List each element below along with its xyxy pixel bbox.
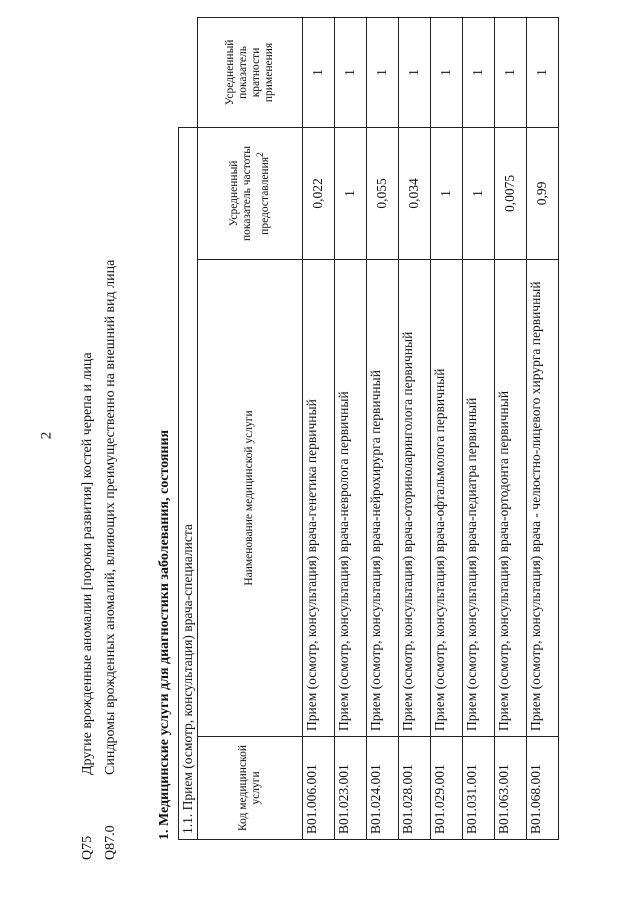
service-name: Прием (осмотр, консультация) врача-педиатра первичный <box>463 260 495 737</box>
service-code: B01.068.001 <box>527 737 559 840</box>
frequency-value: 0,034 <box>399 127 431 259</box>
multiplicity-value: 1 <box>303 17 335 127</box>
table-row <box>335 17 367 839</box>
table-row <box>527 17 559 839</box>
diagnosis-code: Q87.0 <box>103 825 118 860</box>
section-title: 1. Медицинские услуги для диагностики заболевания, состояния <box>157 429 172 840</box>
service-name: Прием (осмотр, консультация) врача - челюстно-лицевого хирурга первичный <box>527 260 559 737</box>
footnote-marker: 2 <box>254 152 266 157</box>
frequency-value: 1 <box>335 127 367 259</box>
frequency-value: 0,055 <box>367 127 399 259</box>
multiplicity-value: 1 <box>463 17 495 127</box>
service-code: B01.006.001 <box>303 737 335 840</box>
table-header-row <box>198 17 303 839</box>
empty-cell <box>179 17 198 127</box>
service-code: B01.028.001 <box>399 737 431 840</box>
diagnosis-code: Q75 <box>80 835 95 860</box>
multiplicity-value: 1 <box>399 17 431 127</box>
column-header-frequency: Усредненный показатель частоты предоставления$^2$ <box>198 127 303 259</box>
multiplicity-value: 1 <box>495 17 527 127</box>
service-code: B01.024.001 <box>367 737 399 840</box>
service-code: B01.023.001 <box>335 737 367 840</box>
table-row <box>303 17 335 839</box>
diagnosis-name: Синдромы врожденных аномалий, влияющих преимущественно на внешний вид лица <box>103 259 118 775</box>
service-name: Прием (осмотр, консультация) врача-генетика первичный <box>303 260 335 737</box>
multiplicity-value: 1 <box>367 17 399 127</box>
service-name: Прием (осмотр, консультация) врача-нейрохирурга первичный <box>367 260 399 737</box>
table-row <box>463 17 495 839</box>
table-row <box>399 17 431 839</box>
column-header-name: Наименование медицинской услуги <box>198 260 303 737</box>
frequency-value: 0,022 <box>303 127 335 259</box>
table-row <box>431 17 463 839</box>
diagnosis-row <box>103 260 119 860</box>
service-name: Прием (осмотр, консультация) врача-ортодонта первичный <box>495 260 527 737</box>
frequency-value: 1 <box>431 127 463 259</box>
column-header-multiplicity: Усредненный показатель кратности применения <box>198 17 303 127</box>
multiplicity-value: 1 <box>431 17 463 127</box>
frequency-value: 1 <box>463 127 495 259</box>
service-code: B01.031.001 <box>463 737 495 840</box>
column-header-code: Код медицинской услуги <box>198 737 303 840</box>
diagnosis-row <box>80 352 96 860</box>
service-code: B01.029.001 <box>431 737 463 840</box>
frequency-value: 0,99 <box>527 127 559 259</box>
services-table <box>178 17 559 840</box>
rotated-page-content <box>40 0 640 860</box>
service-code: B01.063.001 <box>495 737 527 840</box>
service-name: Прием (осмотр, консультация) врача-оториноларинголога первичный <box>399 260 431 737</box>
multiplicity-value: 1 <box>335 17 367 127</box>
table-row <box>495 17 527 839</box>
service-name: Прием (осмотр, консультация) врача-невролога первичный <box>335 260 367 737</box>
frequency-value: 0,0075 <box>495 127 527 259</box>
diagnosis-name: Другие врожденные аномалии [пороки развития] костей черепа и лица <box>80 352 95 775</box>
page-number: 2 <box>38 431 55 440</box>
multiplicity-value: 1 <box>527 17 559 127</box>
service-name: Прием (осмотр, консультация) врача-офтальмолога первичный <box>431 260 463 737</box>
table-row <box>367 17 399 839</box>
subsection-title: 1.1. Прием (осмотр, консультация) врача-специалиста <box>179 127 198 839</box>
